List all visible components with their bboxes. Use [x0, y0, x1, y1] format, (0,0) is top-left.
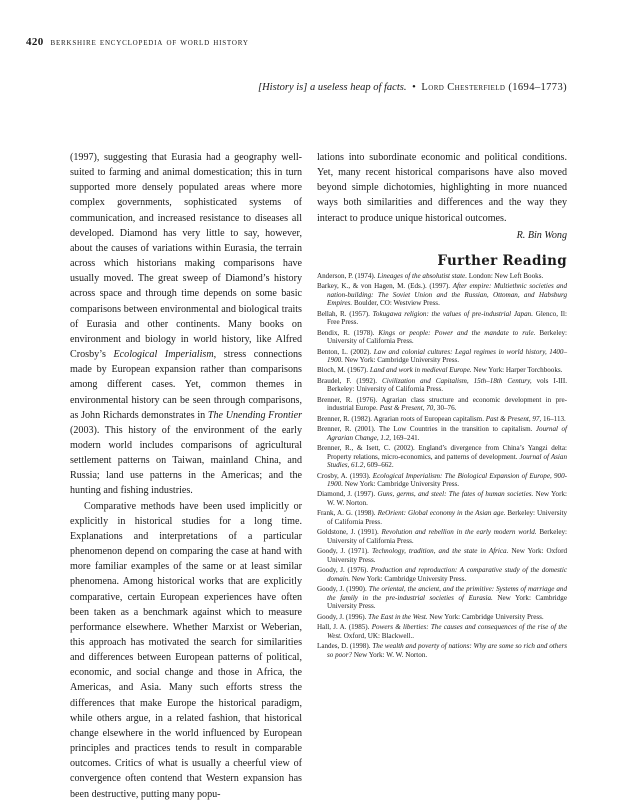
reference-author-year: Diamond, J. (1997).: [317, 490, 376, 499]
reference-author-year: Landes, D. (1998).: [317, 641, 371, 650]
reference-author-year: Brenner, R. (2001). The Low Countries in the transition to capitalism.: [317, 425, 533, 434]
running-head: [26, 36, 586, 48]
reference-publisher: New York: Oxford University Press.: [327, 547, 568, 564]
reference-title: Technology, tradition, and the state in Africa.: [372, 547, 509, 556]
reference-author-year: Bellah, R. (1957).: [317, 309, 370, 318]
reference-publisher: 609–662.: [367, 461, 394, 470]
reference-author-year: Hall, J. A. (1985).: [317, 623, 370, 631]
reference-author-year: Goody, J. (1971).: [317, 547, 369, 556]
reference-publisher: New York: Cambridge University Press.: [351, 574, 467, 583]
reference-item: [317, 642, 567, 659]
reference-author-year: Brenner, R. (1982). Agrarian roots of European capitalism.: [317, 414, 484, 423]
reference-publisher: New York: W. W. Norton.: [353, 650, 428, 659]
reference-author-year: Brenner, R., & Isett, C. (2002). England’s divergence from China’s Yangzi delta: Property relations, micro-economics, and patterns of development.: [317, 443, 567, 461]
reference-publisher: 16–113.: [543, 414, 566, 423]
paragraph-1: [70, 150, 302, 499]
reference-title: Journal of Agrarian Change, 1.2,: [327, 425, 567, 442]
reference-publisher: Oxford, UK: Blackwell..: [343, 631, 415, 640]
reference-item: [317, 547, 567, 564]
paragraph-3: lations into subordinate economic and political conditions. Yet, many recent historical comparisons have also moved beyond simple dichotomies, highlighting in more nuanced ways both similarities and differences and the way they interact to produce unique historical outcomes.: [317, 152, 567, 224]
reference-title: Past & Present, 70,: [379, 404, 436, 413]
reference-author-year: Benton, L. (2002).: [317, 347, 372, 356]
page-number: 420: [26, 36, 44, 48]
paragraph-2: Comparative methods have been used implicitly or explicitly in historical studies for a long time. Explanations and interpretations of a particular phenomenon depend on comparing the case at hand with more familiar examples of the same or at least similar phenomena. Among historical works that are explicitly comparative, certain European experiences have often been taken as a benchmark against which to measure performance elsewhere. Whether Marxist or Weberian, this approach has motivated the search for similarities and differences between European patterns of political, economic, and social change and those in Africa, the Americas, and Asia. Many such efforts stress the differences that make Europe the historical paradigm, while others argue, in a related fashion, that historical change elsewhere in the world influenced by European principles and practices tends to result in comparable outcomes. Critics of what is usually a cheerful view of convergence often contend that Western expansion has been destructive, putting many popu-: [70, 500, 302, 800]
reference-title: Civilization and Capitalism, 15th–18th Century,: [382, 376, 532, 385]
reference-publisher: New York: Cambridge University Press.: [344, 356, 460, 365]
reference-publisher: 169–241.: [392, 433, 420, 442]
reference-title: Journal of Asian Studies, 61.2,: [327, 452, 567, 470]
further-reading-heading: Further Reading: [437, 252, 567, 269]
reference-title: Kings or people: Power and the mandate to rule.: [378, 328, 536, 337]
reference-publisher: Berkeley: University of California Press.: [327, 328, 567, 346]
reference-item: [317, 490, 567, 507]
reference-author-year: Frank, A. G. (1998).: [317, 509, 376, 518]
reference-publisher: New York: Cambridge University Press.: [327, 593, 567, 611]
reference-item: [317, 366, 567, 375]
reference-item: [317, 348, 567, 365]
reference-author-year: Goldstone, J. (1991).: [317, 528, 379, 537]
reference-item: [317, 425, 567, 442]
reference-item: [317, 444, 567, 470]
reference-item: [317, 282, 567, 308]
reference-publisher: New York: W. W. Norton.: [327, 490, 567, 508]
epigraph-separator: •: [412, 82, 416, 93]
reference-title: The wealth and poverty of nations: Why are some so rich and others so poor?: [327, 641, 567, 659]
reference-author-year: Crosby, A. (1993).: [317, 471, 371, 480]
reference-title: The oriental, the ancient, and the primitive: Systems of marriage and the family in the pre-industrial societies of Eurasia.: [327, 585, 568, 602]
reference-publisher: New York: Cambridge University Press.: [344, 480, 460, 489]
reference-author-year: Barkey, K., & von Hagen, M. (Eds.). (1997).: [317, 282, 451, 291]
reference-title: Land and work in medieval Europe.: [369, 366, 472, 375]
reference-item: [317, 415, 567, 424]
reference-item: [317, 613, 567, 622]
reference-item: [317, 585, 567, 611]
reference-item: [317, 623, 567, 640]
reference-title: Ecological Imperialism: The Biological Expansion of Europe, 900-1900.: [327, 471, 567, 489]
book-title-unending-frontier: The Unending Frontier: [207, 409, 303, 421]
reference-author-year: Goody, J. (1990).: [317, 585, 367, 594]
epigraph-attribution: Lord Chesterfield (1694–1773): [421, 82, 567, 93]
publication-title: berkshire encyclopedia of world history: [50, 37, 249, 48]
reference-publisher: Boulder, CO: Westview Press.: [353, 299, 440, 308]
reference-title: Production and reproduction: A comparative study of the domestic domain.: [327, 566, 567, 583]
reference-author-year: Bendix, R. (1978).: [317, 328, 375, 337]
left-column: [70, 150, 302, 802]
reference-item: [317, 472, 567, 489]
reference-publisher: New York: Harper Torchbooks.: [473, 366, 563, 375]
reference-item: [317, 310, 567, 327]
reference-item: [317, 566, 567, 583]
reference-publisher: 30–76.: [436, 404, 457, 413]
reference-author-year: Anderson, P. (1974).: [317, 271, 376, 280]
epigraph: [107, 82, 567, 93]
reference-list: [317, 272, 567, 659]
book-title-ecological-imperialism: Ecological Imperialism: [113, 349, 214, 361]
paragraph-1-text-c: (2003). This history of the environment of the early modern world includes comparisons of agricultural settlement patterns on Taiwan, mainland China, and Russia; land use patterns in the Americas; and the hunting and fishing industries.: [70, 424, 302, 497]
reference-title: Guns, germs, and steel: The fates of human societies.: [377, 490, 534, 499]
reference-publisher: Berkeley: University of California Press.: [327, 509, 567, 526]
reference-title: Powers & liberties: The causes and consequences of the rise of the West.: [327, 623, 568, 640]
reference-item: [317, 396, 567, 413]
reference-title: Law and colonial cultures: Legal regimes in world history, 1400–1900.: [327, 347, 568, 365]
reference-title: ReOrient: Global economy in the Asian age.: [377, 509, 506, 518]
reference-title: Lineages of the absolutist state.: [377, 271, 467, 280]
reference-title: Revolution and rebellion in the early modern world.: [381, 528, 537, 537]
article-author: R. Bin Wong: [516, 229, 567, 241]
reference-title: Tokugawa religion: the values of pre-industrial Japan.: [372, 309, 533, 318]
reference-title: After empire: Multiethnic societies and nation-building: The Soviet Union and the Russian, Ottoman, and Habsburg Empires.: [327, 282, 567, 308]
paragraph-1-text-a: (1997), suggesting that Eurasia had a geography well-suited to farming and animal domestication; this in turn supported more densely populated areas where more complex governments, sophisticated systems of communication, and increased resistance to diseases all developed. Diamond has very little to say, however, about the causes of variations within Eurasia, the terrain across which historians making comparisons have usually moved. The great sweep of Diamond’s history across space and through time depends on some basic comparisons between environmental and biological traits of Eurasia and other continents. Many books on environment and biology in world history, like Alfred Crosby’s: [70, 152, 302, 361]
reference-item: [317, 329, 567, 346]
reference-title: Past & Present, 97,: [485, 414, 542, 423]
reference-publisher: New York: Cambridge University Press.: [429, 612, 544, 621]
reference-item: [317, 528, 567, 545]
reference-author-year: Goody, J. (1976).: [317, 566, 369, 575]
reference-item: [317, 272, 567, 281]
reference-publisher: Berkeley: University of California Press.: [327, 528, 567, 545]
right-column: [317, 150, 567, 661]
paragraph-1-text-b: , stress connections made by European expansion rather than comparisons among different cases. Yet, common themes in environmental history can be seen through comparisons, as John Richards demonstrates in: [70, 349, 302, 421]
reference-title: The East in the West.: [368, 612, 428, 621]
epigraph-quote: [History is] a useless heap of facts.: [258, 82, 407, 93]
reference-author-year: Bloch, M. (1967).: [317, 366, 369, 375]
reference-publisher: London: New Left Books.: [468, 271, 544, 280]
reference-publisher: vols I-III. Berkeley: University of California Press.: [327, 376, 567, 394]
reference-item: [317, 377, 567, 394]
reference-item: [317, 509, 567, 526]
reference-publisher: Glenco, Il: Free Press.: [327, 309, 567, 327]
reference-author-year: Braudel, F. (1992).: [317, 376, 378, 385]
reference-author-year: Goody, J. (1996).: [317, 612, 367, 621]
reference-author-year: Brenner, R. (1976). Agrarian class structure and economic development in pre-industrial Europe.: [317, 395, 567, 413]
